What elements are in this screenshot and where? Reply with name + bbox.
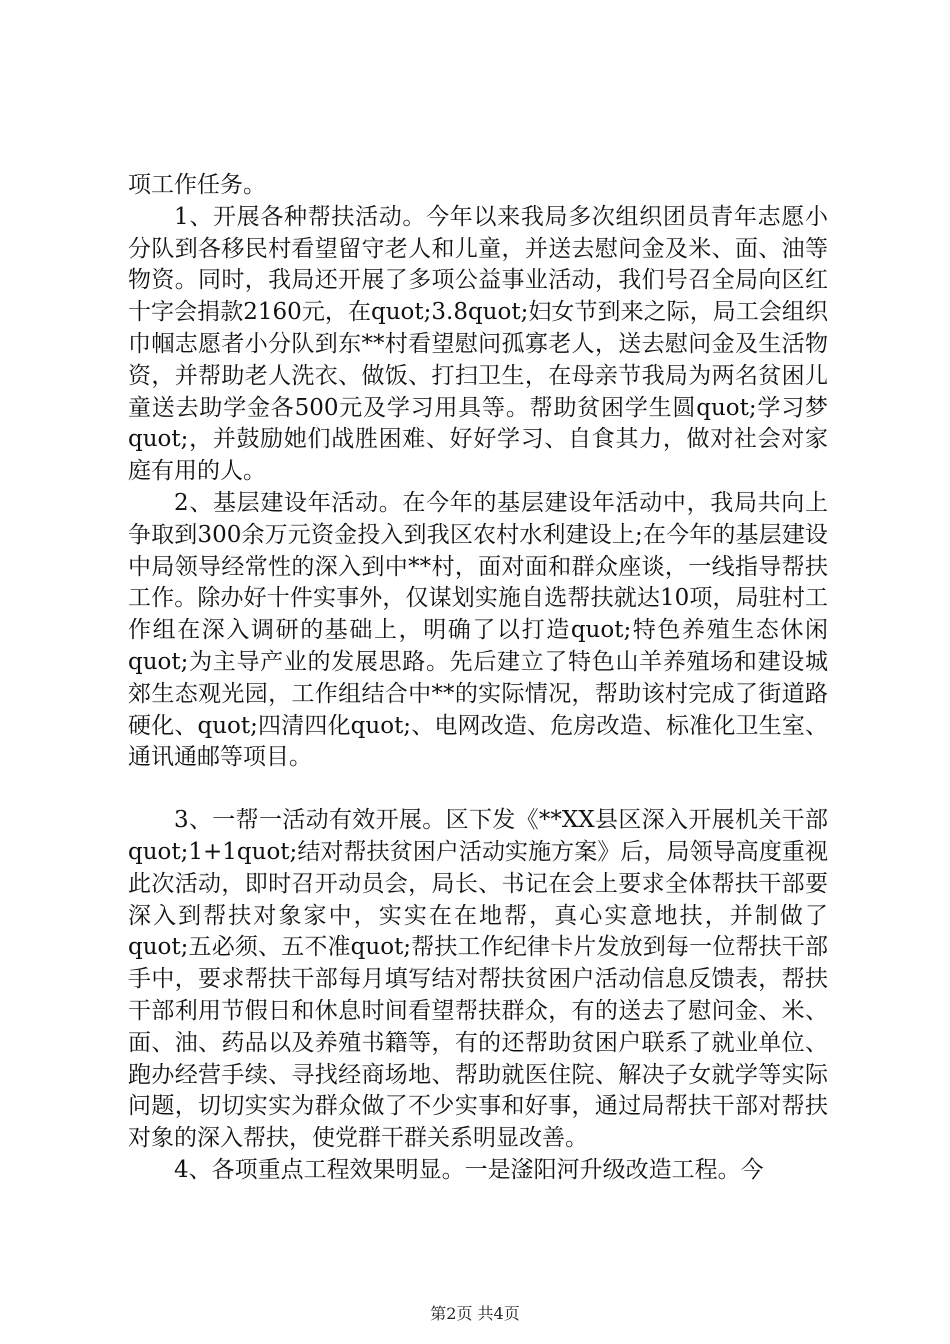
document-body: [128, 170, 828, 1187]
paragraph-assistance-activities: 1、开展各种帮扶活动。今年以来我局多次组织团员青年志愿小分队到各移民村看望留守老人和儿童，并送去慰问金及米、面、油等物资。同时，我局还开展了多项公益事业活动，我们号召全局向区红十字会捐款2160元，在quot;3.8quot;妇女节到来之际，局工会组织巾帼志愿者小分队到东**村看望慰问孤寡老人，送去慰问金及生活物资，并帮助老人洗衣、做饭、打扫卫生，在母亲节我局为两名贫困儿童送去助学金各500元及学习用具等。帮助贫困学生圆quot;学习梦quot;，并鼓励她们战胜困难、好好学习、自食其力，做对社会对家庭有用的人。: [128, 203, 828, 485]
paragraph-one-on-one-assistance: 3、一帮一活动有效开展。区下发《**XX县区深入开展机关干部quot;1+1quot;结对帮扶贫困户活动实施方案》后，局领导高度重视此次活动，即时召开动员会，局长、书记在会上要求全体帮扶干部要深入到帮扶对象家中，实实在在地帮，真心实意地扶，并制做了quot;五必须、五不准quot;帮扶工作纪律卡片发放到每一位帮扶干部手中，要求帮扶干部每月填写结对帮扶贫困户活动信息反馈表，帮扶干部利用节假日和休息时间看望帮扶群众，有的送去了慰问金、米、面、油、药品以及养殖书籍等，有的还帮助贫困户联系了就业单位、跑办经营手续、寻找经商场地、帮助就医住院、解决子女就学等实际问题，切切实实为群众做了不少实事和好事，通过局帮扶干部对帮扶对象的深入帮扶，使党群干群关系明显改善。: [128, 807, 828, 1152]
paragraph-continuation: 项工作任务。: [128, 172, 266, 198]
paragraph-grassroots-construction: 2、基层建设年活动。在今年的基层建设年活动中，我局共向上争取到300余万元资金投入到我区农村水利建设上;在今年的基层建设中局领导经常性的深入到中**村，面对面和群众座谈，一线指导帮扶工作。除办好十件实事外，仅谋划实施自选帮扶就达10项，局驻村工作组在深入调研的基础上，明确了以打造quot;特色养殖生态休闲quot;为主导产业的发展思路。先后建立了特色山羊养殖场和建设城郊生态观光园，工作组结合中**的实际情况，帮助该村完成了街道路硬化、quot;四清四化quot;、电网改造、危房改造、标准化卫生室、通讯通邮等项目。: [128, 489, 828, 771]
page-number-footer: 第2页 共4页: [430, 1304, 520, 1323]
paragraph-key-projects: 4、各项重点工程效果明显。一是滏阳河升级改造工程。今: [174, 1156, 764, 1183]
